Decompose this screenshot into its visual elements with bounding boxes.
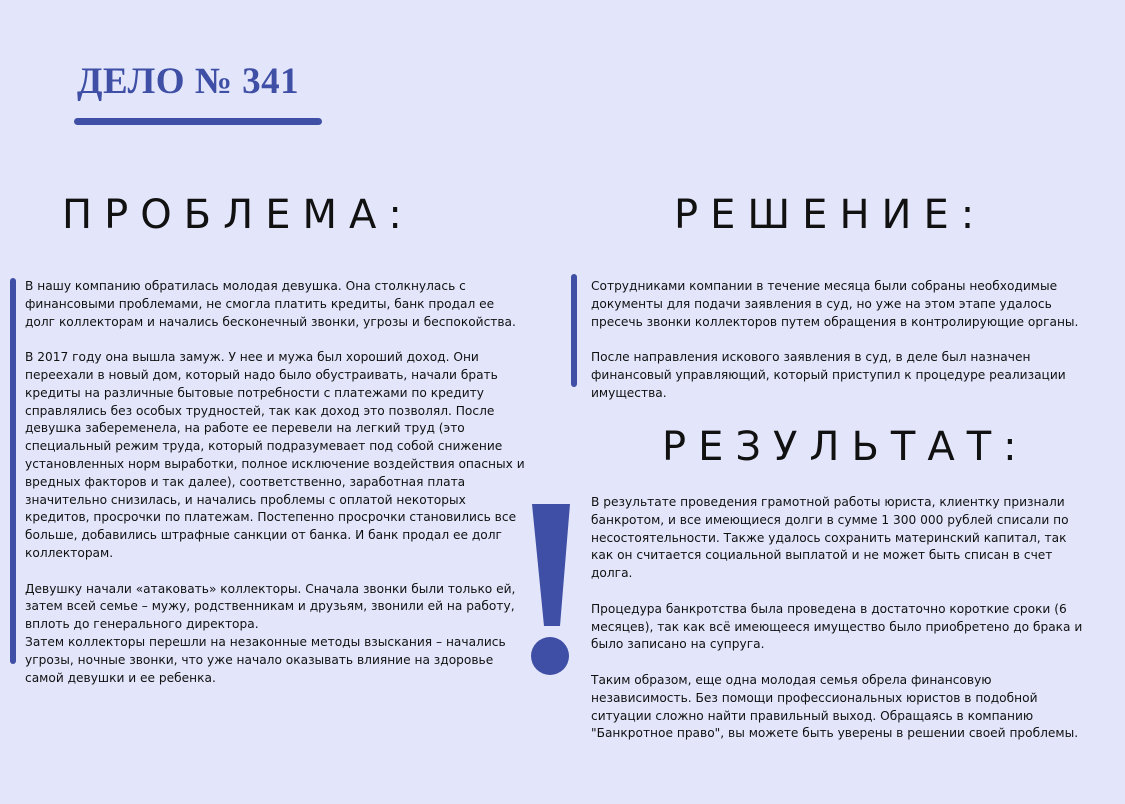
result-paragraph-1: В результате проведения грамотной работы юриста, клиентку признали банкротом, и все имеющиеся долги в сумме 1 300 000 рублей списали по несостоятельности. Также удалось сохранить материнский капитал, так как он считается социальной выплатой и не может быть списан в счет долга. xyxy=(591,495,1069,581)
solution-paragraph-1: Сотрудниками компании в течение месяца были собраны необходимые документы для подачи заявления в суд, но уже на этом этапе удалось пресечь звонки коллекторов путем обращения в контролирующие органы. xyxy=(591,279,1079,329)
problem-heading: ПРОБЛЕМА: xyxy=(62,192,414,238)
solution-accent-bar xyxy=(571,274,577,387)
problem-paragraph-4: Затем коллекторы перешли на незаконные методы взыскания – начались угрозы, ночные звонки, что уже начало оказывать влияние на здоровье самой девушки и ее ребенка. xyxy=(25,634,506,685)
result-paragraph-2: Процедура банкротства была проведена в достаточно короткие сроки (6 месяцев), так как всё имеющееся имущество было приобретено до брака и было записано на супруга. xyxy=(591,601,1083,652)
problem-accent-bar xyxy=(10,278,16,664)
problem-text xyxy=(25,278,525,687)
case-title: ДЕЛО № 341 xyxy=(77,61,300,102)
problem-paragraph-2: В 2017 году она вышла замуж. У нее и мужа был хороший доход. Они переехали в новый дом, который надо было обустраивать, начали брать кредиты на различные бытовые потребности с платежами по кредиту справлялись без особых трудностей, так как доход это позволял. После девушка забеременела, на работе ее перевели на легкий труд (это специальный режим труда, который подразумевает под собой снижение установленных норм выработки, полное исключение воздействия опасных и вредных факторов и так далее), соответственно, заработная плата значительно снизилась, и начались проблемы с оплатой некоторых кредитов, просрочки по платежам. Постепенно просрочки становились все больше, добавились штрафные санкции от банка. И банк продал ее долг коллекторам. xyxy=(25,350,525,560)
solution-paragraph-2: После направления искового заявления в суд, в деле был назначен финансовый управляющий, который приступил к процедуре реализации имущества. xyxy=(591,350,1066,400)
solution-text xyxy=(591,278,1091,403)
solution-heading: РЕШЕНИЕ: xyxy=(674,192,987,238)
case-title-underline xyxy=(74,118,322,125)
problem-paragraph-3: Девушку начали «атаковать» коллекторы. Сначала звонки были только ей, затем всей семье – мужу, родственникам и друзьям, звонили ей на работу, вплоть до генерального директора. xyxy=(25,581,516,632)
result-heading: РЕЗУЛЬТАТ: xyxy=(662,424,1029,470)
exclamation-mark-icon xyxy=(526,500,574,680)
problem-paragraph-1: В нашу компанию обратилась молодая девушка. Она столкнулась с финансовыми проблемами, не смогла платить кредиты, банк продал ее долг коллекторам и начались бесконечный звонки, угрозы и беспокойства. xyxy=(25,279,516,329)
result-paragraph-3: Таким образом, еще одна молодая семья обрела финансовую независимость. Без помощи профессиональных юристов в подобной ситуации сложно найти правильный выход. Обращаясь в компанию "Банкротное право", вы можете быть уверены в решении своей проблемы. xyxy=(591,672,1079,741)
result-text xyxy=(591,494,1091,743)
